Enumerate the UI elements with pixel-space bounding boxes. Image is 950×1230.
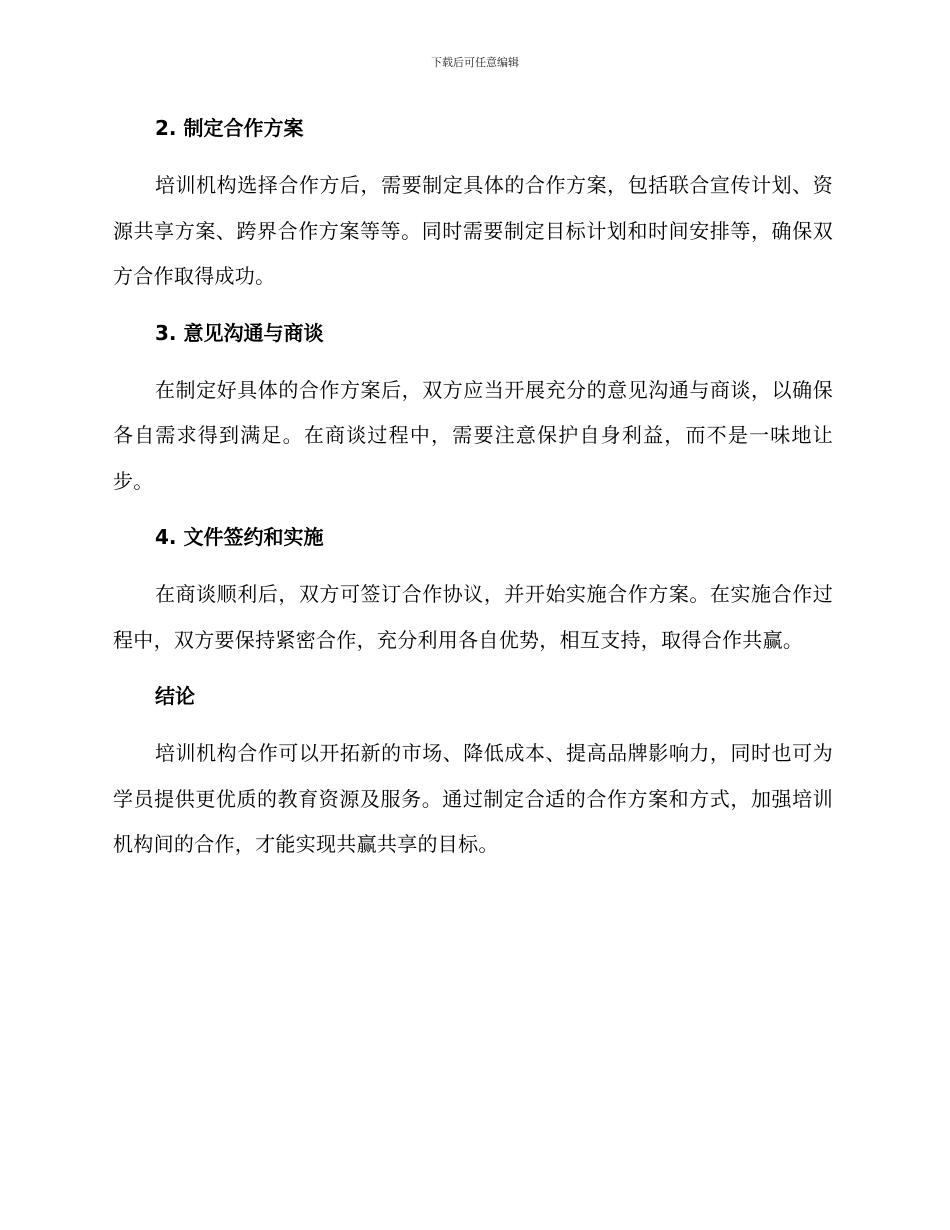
section-heading-signing: 4. 文件签约和实施 [155,525,324,549]
section-paragraph-signing: 在商谈顺利后，双方可签订合作协议，并开始实施合作方案。在实施合作过程中，双方要保持紧密合作，充分利用各自优势，相互支持，取得合作共赢。 [113,582,833,652]
section-heading-conclusion: 结论 [155,684,195,708]
section-heading-negotiation: 3. 意见沟通与商谈 [155,320,324,345]
section-paragraph-cooperation-plan: 培训机构选择合作方后，需要制定具体的合作方案，包括联合宣传计划、资源共享方案、跨界合作方案等等。同时需要制定目标计划和时间安排等，确保双方合作取得成功。 [113,173,833,288]
section-paragraph-negotiation: 在制定好具体的合作方案后，双方应当开展充分的意见沟通与商谈，以确保各自需求得到满足。在商谈过程中，需要注意保护自身利益，而不是一味地让步。 [113,377,833,493]
page-header-note: 下载后可任意编辑 [431,56,519,69]
section-heading-cooperation-plan: 2. 制定合作方案 [155,116,304,140]
document-body [113,106,833,879]
section-paragraph-conclusion: 培训机构合作可以开拓新的市场、降低成本、提高品牌影响力，同时也可为学员提供更优质的教育资源及服务。通过制定合适的合作方案和方式，加强培训机构间的合作，才能实现共赢共享的目标。 [113,741,833,856]
